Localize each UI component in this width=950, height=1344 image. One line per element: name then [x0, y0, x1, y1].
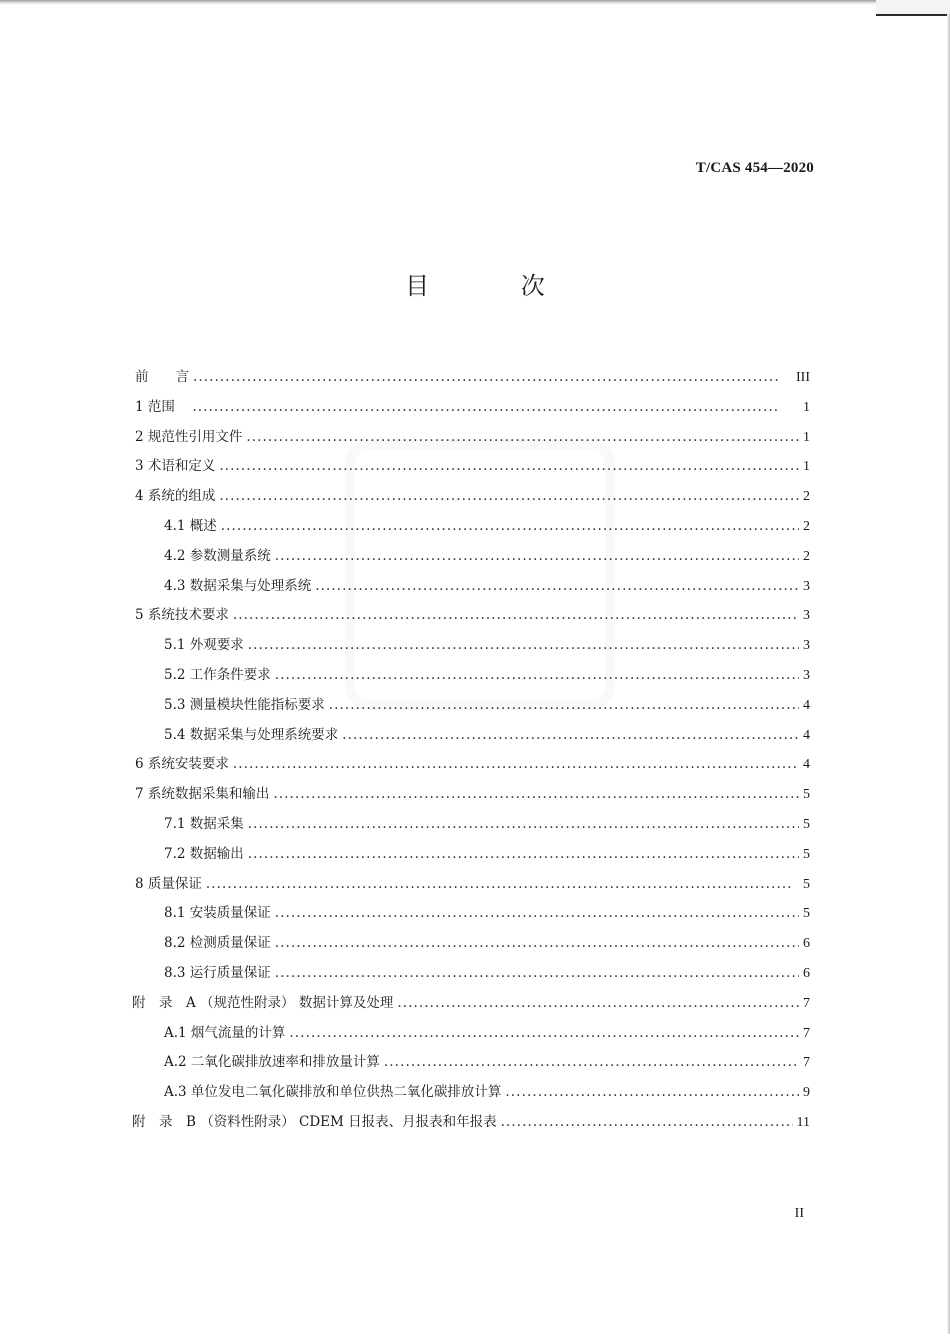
toc-entry-label: A.1 烟气流量的计算	[164, 1024, 286, 1041]
toc-entry-label: 7.2 数据输出	[164, 845, 244, 862]
toc-entry-label: 6 系统安装要求	[135, 756, 229, 773]
toc-entry-label: 7 系统数据采集和输出	[135, 786, 270, 803]
toc-leader-dots	[275, 962, 799, 984]
toc-entry[interactable]	[135, 396, 810, 418]
toc-leader-dots	[206, 873, 799, 895]
toc-leader-dots	[289, 1022, 799, 1044]
toc-entry-page: 1	[803, 429, 810, 445]
toc-entry[interactable]	[164, 1081, 810, 1103]
toc-entry-label: 8 质量保证	[135, 875, 202, 892]
scan-corner-mark	[876, 0, 950, 16]
toc-leader-dots	[248, 843, 799, 865]
toc-leader-dots	[248, 634, 799, 656]
toc-entry[interactable]	[135, 873, 810, 895]
toc-entry-label: 1 范围	[135, 398, 189, 415]
toc-entry-page: 3	[803, 668, 810, 683]
toc-entry[interactable]	[164, 962, 810, 984]
toc-entry-page: 9	[803, 1085, 810, 1101]
toc-entry[interactable]	[164, 724, 810, 746]
toc-entry[interactable]	[164, 634, 810, 656]
toc-leader-dots	[505, 1081, 799, 1103]
toc-entry-page: 5	[803, 846, 810, 862]
toc-leader-dots	[219, 485, 799, 507]
toc-entry-page: 1	[803, 399, 810, 415]
toc-entry-label: 5 系统技术要求	[135, 607, 229, 624]
toc-entry-label: 4.1 概述	[164, 518, 217, 534]
toc-leader-dots	[219, 455, 799, 477]
toc-entry-page: 3	[803, 638, 810, 654]
toc-entry-label: 2 规范性引用文件	[135, 428, 243, 445]
toc-entry-label: 5.3 测量模块性能指标要求	[164, 696, 325, 713]
toc-leader-dots	[275, 902, 799, 924]
toc-leader-dots	[233, 753, 799, 775]
toc-entry-label: 7.1 数据采集	[164, 816, 244, 832]
toc-entry-label: 8.3 运行质量保证	[164, 965, 271, 981]
toc-entry-page: 2	[803, 489, 810, 505]
toc-entry[interactable]	[135, 426, 810, 448]
toc-leader-dots	[233, 604, 799, 626]
toc-entry-label: 附 录 B （资料性附录） CDEM 日报表、月报表和年报表	[132, 1114, 497, 1130]
toc-entry[interactable]	[164, 694, 810, 716]
toc-entry-label: 5.2 工作条件要求	[164, 667, 271, 683]
toc-leader-dots	[275, 545, 799, 567]
toc-entry-page: 2	[803, 548, 810, 564]
toc-entry[interactable]	[135, 455, 810, 477]
toc-entry-page: 5	[803, 876, 810, 892]
toc-entry-page: 7	[803, 995, 810, 1011]
toc-entry-page: 7	[803, 1055, 810, 1071]
toc-entry[interactable]	[164, 515, 810, 537]
toc-entry-page: 6	[803, 966, 810, 981]
page-number: II	[794, 1206, 804, 1221]
toc-entry-page: 5	[803, 817, 810, 832]
toc-leader-dots	[273, 783, 799, 805]
toc-entry[interactable]	[135, 753, 810, 775]
toc-entry[interactable]	[164, 575, 810, 597]
toc-entry[interactable]	[135, 783, 810, 805]
toc-leader-dots	[275, 664, 799, 686]
toc-leader-dots	[275, 932, 799, 954]
toc-entry-page: 7	[803, 1025, 810, 1041]
toc-entry-page: 5	[803, 906, 810, 922]
toc-entry[interactable]	[164, 1022, 810, 1044]
toc-entry[interactable]	[132, 992, 810, 1014]
toc-leader-dots	[193, 366, 792, 388]
toc-entry-label: A.2 二氧化碳排放速率和排放量计算	[164, 1054, 380, 1071]
toc-entry-page: 4	[803, 697, 810, 713]
toc-entry-label: 4.3 数据采集与处理系统	[164, 577, 312, 594]
toc-leader-dots	[248, 813, 799, 835]
toc-leader-dots	[329, 694, 799, 716]
toc-entry-label: 5.1 外观要求	[164, 637, 244, 654]
document-number: T/CAS 454—2020	[695, 160, 814, 176]
toc-entry[interactable]	[135, 604, 810, 626]
toc-entry[interactable]	[164, 813, 810, 835]
toc-entry-label: 前 言	[135, 369, 189, 385]
toc-leader-dots	[397, 992, 799, 1014]
toc-entry[interactable]	[164, 1051, 810, 1073]
toc-leader-dots	[342, 724, 799, 746]
toc-entry[interactable]	[164, 932, 810, 954]
toc-entry-page: 6	[803, 936, 810, 952]
toc-entry[interactable]	[164, 902, 810, 924]
toc-entry-page: 4	[803, 727, 810, 743]
toc-entry-page: 1	[803, 459, 810, 475]
toc-entry-label: 4 系统的组成	[135, 488, 216, 505]
toc-leader-dots	[384, 1051, 799, 1073]
toc-entry[interactable]	[132, 1111, 810, 1133]
toc-entry-label: 5.4 数据采集与处理系统要求	[164, 726, 339, 743]
toc-entry[interactable]	[164, 843, 810, 865]
toc-entry-label: 8.1 安装质量保证	[164, 905, 271, 922]
toc-title: 目 次	[405, 272, 587, 300]
toc-entry[interactable]	[164, 545, 810, 567]
toc-entry-label: 8.2 检测质量保证	[164, 935, 271, 952]
toc-leader-dots	[501, 1111, 793, 1133]
toc-entry-page: 3	[803, 578, 810, 594]
toc-leader-dots	[246, 426, 799, 448]
toc-leader-dots	[315, 575, 799, 597]
toc-entry-page: III	[796, 370, 810, 385]
toc-entry[interactable]	[135, 366, 810, 388]
toc-leader-dots	[221, 515, 799, 537]
toc-entry-page: 4	[803, 757, 810, 773]
toc-entry-label: 附 录 A （规范性附录） 数据计算及处理	[132, 994, 394, 1011]
toc-entry-page: 11	[796, 1115, 810, 1130]
toc-leader-dots	[192, 396, 799, 418]
toc-entry-label: 4.2 参数测量系统	[164, 547, 271, 564]
toc-entry-page: 3	[803, 608, 810, 624]
toc-entry-page: 2	[803, 519, 810, 534]
toc-entry[interactable]	[164, 664, 810, 686]
toc-entry[interactable]	[135, 485, 810, 507]
toc-entry-page: 5	[803, 787, 810, 803]
scan-top-edge	[0, 0, 950, 5]
toc-entry-label: 3 术语和定义	[135, 458, 216, 475]
toc-entry-label: A.3 单位发电二氧化碳排放和单位供热二氧化碳排放计算	[164, 1084, 502, 1101]
